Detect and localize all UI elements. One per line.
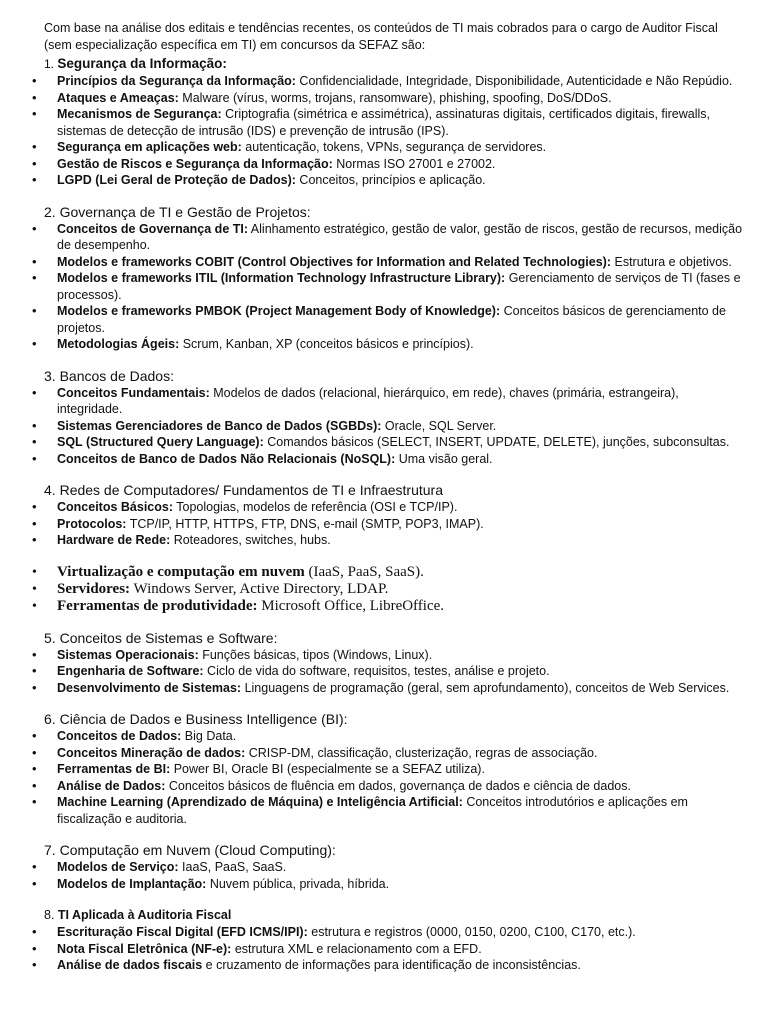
item-value: Windows Server, Active Directory, LDAP.	[130, 580, 389, 597]
section-heading	[44, 711, 744, 728]
item-key: Protocolos:	[57, 516, 127, 531]
item-key: Princípios da Segurança da Informação:	[57, 74, 296, 88]
section-title: TI Aplicada à Auditoria Fiscal	[57, 908, 232, 922]
item-key: Metodologias Ágeis:	[57, 337, 180, 351]
list-item	[44, 778, 744, 795]
item-key: Escrituração Fiscal Digital (EFD ICMS/IPI):	[57, 925, 308, 939]
item-key: Ataques e Ameaças:	[57, 90, 179, 105]
item-key: Mecanismos de Segurança:	[57, 107, 222, 121]
item-value: Confidencialidade, Integridade, Disponibilidade, Autenticidade e Não Repúdio.	[295, 74, 733, 88]
item-value: TCP/IP, HTTP, HTTPS, FTP, DNS, e-mail (SMTP, POP3, IMAP).	[126, 516, 484, 531]
section-list	[44, 647, 744, 697]
item-key: Conceitos de Dados:	[57, 729, 182, 743]
item-key: Desenvolvimento de Sistemas:	[57, 680, 242, 695]
section-heading	[44, 55, 744, 73]
item-value: Oracle, SQL Server.	[381, 418, 497, 433]
item-value: estrutura XML e relacionamento com a EFD.	[231, 941, 482, 956]
item-value: Power BI, Oracle BI (especialmente se a SEFAZ utiliza).	[170, 762, 485, 776]
list-item	[44, 564, 744, 581]
section-list	[44, 728, 744, 827]
section-title: Redes de Computadores/ Fundamentos de TI e Infraestrutura	[59, 482, 443, 498]
list-item	[44, 647, 744, 664]
item-key: Modelos de Implantação:	[57, 876, 207, 891]
section-heading	[44, 907, 744, 924]
item-value: Scrum, Kanban, XP (conceitos básicos e princípios).	[179, 337, 474, 351]
item-value: Conceitos básicos de gerenciamento de projetos.	[57, 304, 726, 335]
list-item	[44, 172, 744, 189]
section-list	[44, 73, 744, 189]
item-key: Ferramentas de BI:	[57, 762, 171, 776]
item-key: Virtualização e computação em nuvem	[57, 563, 305, 580]
item-key: Servidores:	[57, 580, 131, 597]
item-value: autenticação, tokens, VPNs, segurança de servidores.	[241, 140, 547, 154]
section-title: Segurança da Informação:	[57, 56, 227, 71]
item-value: Normas ISO 27001 e 27002.	[332, 156, 496, 171]
item-key: Hardware de Rede:	[57, 533, 171, 547]
section-heading	[44, 368, 744, 385]
item-value: Conceitos, princípios e aplicação.	[295, 173, 486, 187]
item-key: Conceitos de Banco de Dados Não Relacionais (NoSQL):	[57, 451, 396, 466]
item-key: Conceitos Básicos:	[57, 500, 174, 514]
list-item	[44, 957, 744, 974]
section-1	[44, 55, 744, 189]
item-value: Uma visão geral.	[395, 451, 493, 466]
item-key: Análise de dados fiscais	[57, 958, 203, 972]
list-item	[44, 794, 744, 827]
section-heading	[44, 204, 744, 221]
item-key: Conceitos Fundamentais:	[57, 385, 210, 400]
item-value: estrutura e registros (0000, 0150, 0200, C100, C170, etc.).	[307, 925, 636, 939]
section-7	[44, 842, 744, 892]
section-list-serif	[44, 564, 744, 615]
section-number: 2.	[44, 203, 60, 220]
section-5	[44, 630, 744, 697]
list-item	[44, 434, 744, 451]
item-value: IaaS, PaaS, SaaS.	[178, 860, 287, 874]
item-value: Conceitos introdutórios e aplicações em fiscalização e auditoria.	[57, 795, 688, 826]
list-item	[44, 761, 744, 778]
item-key: Sistemas Operacionais:	[57, 647, 199, 662]
section-list	[44, 924, 744, 974]
item-key: Conceitos de Governança de TI:	[57, 221, 249, 236]
item-value: Alinhamento estratégico, gestão de valor, gestão de riscos, gestão de recursos, medição de desempenho.	[57, 221, 743, 252]
sections-container	[44, 55, 744, 974]
item-value: (IaaS, PaaS, SaaS).	[304, 563, 424, 580]
item-value: Microsoft Office, LibreOffice.	[257, 597, 445, 614]
section-title: Computação em Nuvem (Cloud Computing):	[59, 842, 336, 858]
item-value: Estrutura e objetivos.	[611, 254, 732, 269]
section-4	[44, 482, 744, 615]
item-key: Modelos e frameworks ITIL (Information Technology Infrastructure Library):	[57, 271, 506, 285]
list-item	[44, 663, 744, 680]
list-item	[44, 303, 744, 336]
intro-paragraph: Com base na análise dos editais e tendências recentes, os conteúdos de TI mais cobrados para o cargo de Auditor Fiscal (sem especialização específica em TI) em concursos da SEFAZ são:	[44, 21, 718, 52]
list-item	[44, 728, 744, 745]
section-heading	[44, 842, 744, 859]
list-item	[44, 581, 744, 598]
list-item	[44, 532, 744, 549]
section-number: 5.	[44, 629, 60, 646]
item-value: Comandos básicos (SELECT, INSERT, UPDATE, DELETE), junções, subconsultas.	[263, 435, 730, 449]
item-key: Modelos de Serviço:	[57, 860, 179, 874]
list-item	[44, 385, 744, 418]
section-heading	[44, 482, 744, 499]
list-item	[44, 270, 744, 303]
item-key: Conceitos Mineração de dados:	[57, 745, 246, 760]
item-value: Conceitos básicos de fluência em dados, governança de dados e ciência de dados.	[165, 778, 631, 793]
list-item	[44, 924, 744, 941]
list-item	[44, 90, 744, 107]
list-item	[44, 876, 744, 893]
list-item	[44, 156, 744, 173]
section-8	[44, 907, 744, 974]
item-value: Roteadores, switches, hubs.	[170, 533, 331, 547]
item-key: Modelos e frameworks PMBOK (Project Management Body of Knowledge):	[57, 304, 501, 318]
item-key: Segurança em aplicações web:	[57, 140, 242, 154]
section-title: Ciência de Dados e Business Intelligence (BI):	[59, 711, 348, 727]
list-item	[44, 680, 744, 697]
item-value: e cruzamento de informações para identificação de inconsistências.	[202, 958, 581, 972]
list-item	[44, 499, 744, 516]
item-value: Big Data.	[181, 729, 237, 743]
section-number: 7.	[44, 842, 60, 858]
item-key: Sistemas Gerenciadores de Banco de Dados (SGBDs):	[57, 418, 382, 433]
list-item	[44, 516, 744, 533]
list-item	[44, 106, 744, 139]
section-2	[44, 204, 744, 353]
section-title: Conceitos de Sistemas e Software:	[59, 629, 278, 646]
section-number: 1.	[44, 57, 58, 71]
item-value: Modelos de dados (relacional, hierárquico, em rede), chaves (primária, estrangeira), integridade.	[57, 385, 679, 416]
item-key: Machine Learning (Aprendizado de Máquina) e Inteligência Artificial:	[57, 795, 463, 809]
list-item	[44, 598, 744, 615]
item-value: Malware (vírus, worms, trojans, ransomware), phishing, spoofing, DoS/DDoS.	[178, 90, 612, 105]
section-heading	[44, 630, 744, 647]
list-item	[44, 254, 744, 271]
section-title: Bancos de Dados:	[59, 367, 174, 384]
list-item	[44, 139, 744, 156]
section-number: 4.	[44, 482, 60, 498]
list-item	[44, 941, 744, 958]
section-6	[44, 711, 744, 827]
item-key: Gestão de Riscos e Segurança da Informação:	[57, 156, 333, 171]
item-key: LGPD (Lei Geral de Proteção de Dados):	[57, 173, 296, 187]
item-key: Ferramentas de produtividade:	[57, 597, 258, 614]
list-item	[44, 451, 744, 468]
item-key: Análise de Dados:	[57, 778, 166, 793]
item-value: Criptografia (simétrica e assimétrica), assinaturas digitais, certificados digitais, firewalls, sistemas de detecção de intrusão (IDS) e prevenção de intrusão (IPS).	[57, 107, 711, 138]
item-key: SQL (Structured Query Language):	[57, 435, 264, 449]
list-item	[44, 73, 744, 90]
item-value: Linguagens de programação (geral, sem aprofundamento), conceitos de Web Services.	[241, 680, 730, 695]
item-key: Nota Fiscal Eletrônica (NF-e):	[57, 941, 232, 956]
list-item	[44, 418, 744, 435]
section-list	[44, 499, 744, 549]
item-value: Topologias, modelos de referência (OSI e TCP/IP).	[173, 500, 458, 514]
item-key: Modelos e frameworks COBIT (Control Objectives for Information and Related Technologies):	[57, 254, 612, 269]
list-item	[44, 859, 744, 876]
item-value: Ciclo de vida do software, requisitos, testes, análise e projeto.	[203, 664, 550, 678]
section-list	[44, 385, 744, 468]
item-value: Funções básicas, tipos (Windows, Linux).	[198, 647, 433, 662]
section-list	[44, 859, 744, 892]
section-number: 6.	[44, 711, 60, 727]
section-list	[44, 221, 744, 353]
list-item	[44, 745, 744, 762]
item-value: Gerenciamento de serviços de TI (fases e processos).	[57, 271, 741, 302]
list-item	[44, 336, 744, 353]
item-value: CRISP-DM, classificação, clusterização, regras de associação.	[245, 745, 598, 760]
item-value: Nuvem pública, privada, híbrida.	[206, 876, 390, 891]
item-key: Engenharia de Software:	[57, 664, 204, 678]
section-number: 8.	[44, 908, 58, 922]
section-title: Governança de TI e Gestão de Projetos:	[59, 203, 311, 220]
section-number: 3.	[44, 367, 60, 384]
list-item	[44, 221, 744, 254]
section-3	[44, 368, 744, 468]
